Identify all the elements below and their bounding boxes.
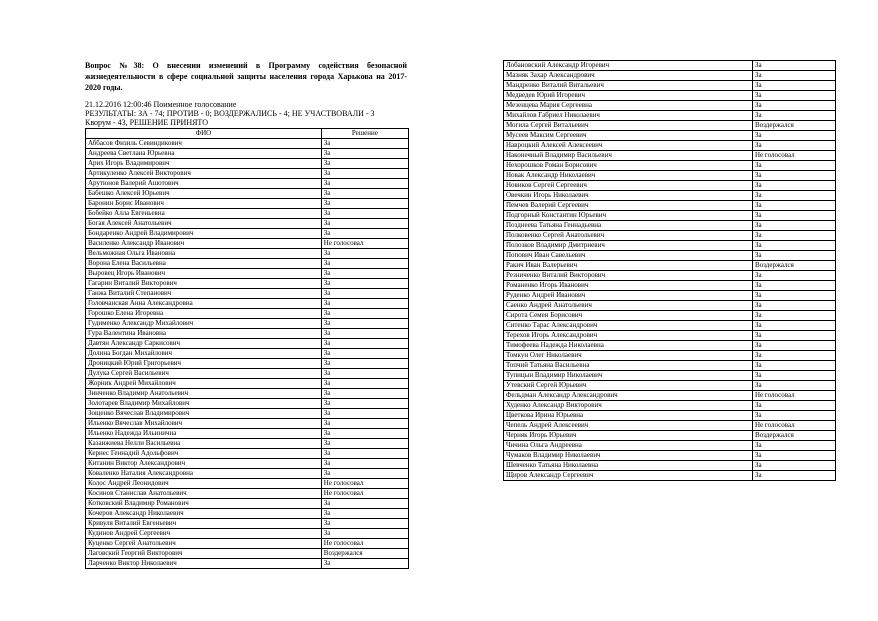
member-name-cell: Кочеров Александр Николаевич — [86, 509, 322, 519]
table-row — [504, 351, 836, 361]
table-row — [504, 231, 836, 241]
table-row — [504, 221, 836, 231]
table-row — [86, 159, 409, 169]
table-row — [504, 471, 836, 481]
decision-cell: За — [753, 361, 836, 371]
decision-cell: Воздержался — [753, 121, 836, 131]
table-row — [504, 211, 836, 221]
member-name-cell: Пемчев Валерий Сергеевич — [504, 201, 753, 211]
member-name-cell: Мазняк Захар Александрович — [504, 71, 753, 81]
table-row — [504, 291, 836, 301]
table-header-row — [86, 129, 409, 139]
member-name-cell: Романенко Игорь Иванович — [504, 281, 753, 291]
table-row — [86, 489, 409, 499]
member-name-cell: Ильенко Вячеслав Михайлович — [86, 419, 322, 429]
member-name-cell: Навроцкий Алексей Алексеевич — [504, 141, 753, 151]
decision-cell: За — [321, 189, 408, 199]
table-row — [504, 321, 836, 331]
decision-cell: За — [321, 339, 408, 349]
member-name-cell: Гагарин Виталий Викторович — [86, 279, 322, 289]
member-name-cell: Кривуля Виталий Евгеньевич — [86, 519, 322, 529]
decision-cell: За — [753, 461, 836, 471]
table-row — [504, 151, 836, 161]
member-name-cell: Головчанская Анна Александровна — [86, 299, 322, 309]
decision-cell: За — [321, 499, 408, 509]
table-row — [504, 121, 836, 131]
member-name-cell: Михайлов Габриел Николаевич — [504, 111, 753, 121]
decision-cell: За — [753, 171, 836, 181]
table-row — [86, 559, 409, 569]
decision-cell: За — [321, 559, 408, 569]
table-row — [504, 411, 836, 421]
table-row — [86, 239, 409, 249]
table-row — [86, 529, 409, 539]
decision-cell: За — [321, 249, 408, 259]
decision-cell: За — [321, 269, 408, 279]
member-name-cell: Жорник Андрей Михайлович — [86, 379, 322, 389]
decision-cell: За — [753, 271, 836, 281]
decision-cell: За — [321, 439, 408, 449]
decision-cell: За — [321, 389, 408, 399]
table-row — [86, 339, 409, 349]
member-name-cell: Медведев Юрий Игоревич — [504, 91, 753, 101]
table-row — [86, 199, 409, 209]
member-name-cell: Бондаренко Андрей Владимирович — [86, 229, 322, 239]
decision-cell: За — [321, 149, 408, 159]
decision-cell: Не голосовал — [321, 539, 408, 549]
decision-cell: За — [753, 451, 836, 461]
table-row — [504, 161, 836, 171]
decision-cell: За — [753, 231, 836, 241]
column-header-decision: Решение — [321, 129, 408, 139]
member-name-cell: Долина Богдан Михайлович — [86, 349, 322, 359]
decision-cell: За — [753, 81, 836, 91]
table-row — [504, 101, 836, 111]
member-name-cell: Казанжиева Нелли Васильевна — [86, 439, 322, 449]
question-title: Вопрос №38: О внесении изменений в Программу содействия безопасной жизнедеятельности в сфере социальной защиты населения города Харькова на 2017-2020 годы. — [85, 61, 407, 92]
decision-cell: За — [321, 349, 408, 359]
decision-cell: За — [321, 529, 408, 539]
decision-cell: Воздержался — [321, 549, 408, 559]
member-name-cell: Мезенцева Мария Сергеевна — [504, 101, 753, 111]
member-name-cell: Куценко Сергей Анатольевич — [86, 539, 322, 549]
table-row — [86, 179, 409, 189]
table-row — [86, 509, 409, 519]
table-row — [86, 419, 409, 429]
member-name-cell: Артикуленко Алексей Викторович — [86, 169, 322, 179]
table-row — [504, 381, 836, 391]
decision-cell: За — [321, 199, 408, 209]
table-row — [504, 71, 836, 81]
table-row — [504, 451, 836, 461]
table-row — [504, 361, 836, 371]
table-row — [86, 369, 409, 379]
member-name-cell: Топчий Татьяна Васильевна — [504, 361, 753, 371]
decision-cell: За — [321, 399, 408, 409]
table-row — [504, 81, 836, 91]
member-name-cell: Тупицын Владимир Николаевич — [504, 371, 753, 381]
vote-results: РЕЗУЛЬТАТЫ: ЗА - 74; ПРОТИВ - 0; ВОЗДЕРЖАЛИСЬ - 4; НЕ УЧАСТВОВАЛИ - 3 — [85, 109, 375, 118]
decision-cell: За — [753, 211, 836, 221]
decision-cell: За — [753, 381, 836, 391]
member-name-cell: Ганжа Виталий Степанович — [86, 289, 322, 299]
quorum-decision: Кворум - 43, РЕШЕНИЕ ПРИНЯТО — [85, 118, 208, 127]
table-row — [86, 519, 409, 529]
vote-table-left — [85, 128, 409, 569]
decision-cell: За — [753, 111, 836, 121]
member-name-cell: Терехов Игорь Александрович — [504, 331, 753, 341]
decision-cell: За — [753, 291, 836, 301]
table-row — [86, 409, 409, 419]
member-name-cell: Худенко Александр Викторович — [504, 401, 753, 411]
table-row — [504, 271, 836, 281]
table-row — [504, 311, 836, 321]
vote-datetime: 21.12.2016 12:00:46 Поименное голосование — [85, 100, 237, 109]
member-name-cell: Зощенко Вячеслав Владимирович — [86, 409, 322, 419]
member-name-cell: Томкун Олег Николаевич — [504, 351, 753, 361]
member-name-cell: Вельможная Ольга Ивановна — [86, 249, 322, 259]
member-name-cell: Выровец Игорь Иванович — [86, 269, 322, 279]
table-row — [504, 281, 836, 291]
table-row — [504, 341, 836, 351]
table-row — [86, 539, 409, 549]
member-name-cell: Мандренко Виталий Витальевич — [504, 81, 753, 91]
table-row — [86, 449, 409, 459]
decision-cell: За — [321, 459, 408, 469]
member-name-cell: Позднеева Татьяна Геннадьевна — [504, 221, 753, 231]
table-row — [504, 431, 836, 441]
table-row — [86, 139, 409, 149]
member-name-cell: Лаговский Георгий Викторович — [86, 549, 322, 559]
decision-cell: За — [753, 61, 836, 71]
member-name-cell: Ильенко Надежда Ильинична — [86, 429, 322, 439]
table-row — [86, 379, 409, 389]
member-name-cell: Ракич Иван Валерьевич — [504, 261, 753, 271]
decision-cell: За — [753, 181, 836, 191]
decision-cell: За — [321, 299, 408, 309]
table-row — [86, 469, 409, 479]
member-name-cell: Чичина Ольга Андреевна — [504, 441, 753, 451]
decision-cell: За — [753, 91, 836, 101]
table-row — [86, 149, 409, 159]
decision-cell: За — [753, 101, 836, 111]
table-row — [86, 309, 409, 319]
member-name-cell: Нехорошков Роман Борисович — [504, 161, 753, 171]
member-name-cell: Мусеев Максим Сергеевич — [504, 131, 753, 141]
table-row — [86, 229, 409, 239]
decision-cell: За — [321, 519, 408, 529]
member-name-cell: Тимофеева Надежда Николаевна — [504, 341, 753, 351]
table-row — [504, 191, 836, 201]
member-name-cell: Руденко Андрей Иванович — [504, 291, 753, 301]
table-row — [86, 329, 409, 339]
member-name-cell: Полозков Владимир Дмитриевич — [504, 241, 753, 251]
table-row — [504, 391, 836, 401]
member-name-cell: Андреева Светлана Юрьевна — [86, 149, 322, 159]
table-row — [86, 499, 409, 509]
member-name-cell: Бобейко Алла Евгеньевна — [86, 209, 322, 219]
decision-cell: За — [753, 71, 836, 81]
decision-cell: За — [321, 469, 408, 479]
decision-cell: За — [321, 159, 408, 169]
table-row — [86, 399, 409, 409]
table-row — [504, 401, 836, 411]
member-name-cell: Гудименко Александр Михайлович — [86, 319, 322, 329]
table-row — [504, 241, 836, 251]
decision-cell: За — [753, 241, 836, 251]
member-name-cell: Кернес Геннадий Адольфович — [86, 449, 322, 459]
member-name-cell: Золотарев Владимир Михайлович — [86, 399, 322, 409]
member-name-cell: Котковский Владимир Романович — [86, 499, 322, 509]
table-row — [504, 331, 836, 341]
decision-cell: За — [753, 351, 836, 361]
member-name-cell: Арутюнов Валерий Ашотович — [86, 179, 322, 189]
decision-cell: За — [321, 449, 408, 459]
decision-cell: За — [321, 259, 408, 269]
member-name-cell: Косинов Станислав Анатольевич — [86, 489, 322, 499]
decision-cell: За — [753, 161, 836, 171]
member-name-cell: Подгорный Константин Юрьевич — [504, 211, 753, 221]
decision-cell: За — [321, 179, 408, 189]
decision-cell: За — [753, 301, 836, 311]
decision-cell: За — [753, 321, 836, 331]
member-name-cell: Богая Алексей Анатольевич — [86, 219, 322, 229]
decision-cell: За — [753, 251, 836, 261]
member-name-cell: Гура Валентина Ивановна — [86, 329, 322, 339]
table-row — [86, 349, 409, 359]
decision-cell: За — [321, 329, 408, 339]
member-name-cell: Колос Андрей Леонидович — [86, 479, 322, 489]
decision-cell: Не голосовал — [321, 489, 408, 499]
decision-cell: За — [321, 209, 408, 219]
table-row — [504, 141, 836, 151]
decision-cell: Не голосовал — [753, 391, 836, 401]
member-name-cell: Новиков Сергей Сергеевич — [504, 181, 753, 191]
decision-cell: За — [753, 141, 836, 151]
table-row — [86, 299, 409, 309]
member-name-cell: Бабешко Алексей Юрьевич — [86, 189, 322, 199]
member-name-cell: Аббасов Физиль Севиндикович — [86, 139, 322, 149]
member-name-cell: Наконечный Владимир Васильевич — [504, 151, 753, 161]
member-name-cell: Шевченко Татьяна Николаевна — [504, 461, 753, 471]
decision-cell: За — [753, 191, 836, 201]
table-row — [86, 279, 409, 289]
decision-cell: За — [321, 229, 408, 239]
decision-cell: За — [321, 289, 408, 299]
member-name-cell: Коваленко Наталия Александровна — [86, 469, 322, 479]
decision-cell: Не голосовал — [321, 239, 408, 249]
member-name-cell: Кудинов Андрей Сергеевич — [86, 529, 322, 539]
decision-cell: За — [321, 509, 408, 519]
decision-cell: За — [321, 279, 408, 289]
table-row — [504, 61, 836, 71]
table-row — [504, 181, 836, 191]
member-name-cell: Утевский Сергей Юрьевич — [504, 381, 753, 391]
decision-cell: За — [321, 169, 408, 179]
table-row — [504, 131, 836, 141]
decision-cell: Воздержался — [753, 431, 836, 441]
member-name-cell: Черняк Игорь Юрьевич — [504, 431, 753, 441]
member-name-cell: Дулука Сергей Васильевич — [86, 369, 322, 379]
decision-cell: За — [753, 441, 836, 451]
table-row — [86, 289, 409, 299]
decision-cell: За — [753, 331, 836, 341]
decision-cell: За — [753, 281, 836, 291]
decision-cell: За — [321, 369, 408, 379]
member-name-cell: Резниченко Виталий Викторович — [504, 271, 753, 281]
table-row — [86, 219, 409, 229]
table-row — [86, 439, 409, 449]
column-header-name: ФИО — [86, 129, 322, 139]
member-name-cell: Новак Александр Николаевич — [504, 171, 753, 181]
table-row — [86, 209, 409, 219]
table-row — [86, 429, 409, 439]
decision-cell: За — [753, 371, 836, 381]
member-name-cell: Сирота Семен Борисович — [504, 311, 753, 321]
member-name-cell: Полковенко Сергей Анатольевич — [504, 231, 753, 241]
decision-cell: За — [321, 429, 408, 439]
decision-cell: Не голосовал — [321, 479, 408, 489]
member-name-cell: Чепель Андрей Алексеевич — [504, 421, 753, 431]
table-row — [86, 249, 409, 259]
table-row — [86, 259, 409, 269]
decision-cell: За — [753, 201, 836, 211]
table-row — [504, 111, 836, 121]
table-row — [504, 421, 836, 431]
member-name-cell: Щиров Александр Сергеевич — [504, 471, 753, 481]
member-name-cell: Арих Игорь Владимирович — [86, 159, 322, 169]
decision-cell: За — [321, 219, 408, 229]
table-row — [86, 549, 409, 559]
decision-cell: За — [753, 471, 836, 481]
table-row — [504, 91, 836, 101]
member-name-cell: Давтян Александр Саркисович — [86, 339, 322, 349]
member-name-cell: Фельдман Александр Александрович — [504, 391, 753, 401]
member-name-cell: Могила Сергей Витальевич — [504, 121, 753, 131]
member-name-cell: Чумаков Владимир Николаевич — [504, 451, 753, 461]
member-name-cell: Лобановский Александр Игоревич — [504, 61, 753, 71]
decision-cell: За — [753, 221, 836, 231]
member-name-cell: Дроницкий Юрий Григорьевич — [86, 359, 322, 369]
member-name-cell: Ворона Елена Васильевна — [86, 259, 322, 269]
member-name-cell: Китанин Виктор Александрович — [86, 459, 322, 469]
member-name-cell: Овечкин Игорь Николаевич — [504, 191, 753, 201]
decision-cell: За — [321, 319, 408, 329]
table-row — [86, 359, 409, 369]
decision-cell: За — [321, 139, 408, 149]
table-row — [504, 201, 836, 211]
decision-cell: За — [321, 359, 408, 369]
decision-cell: Не голосовал — [753, 421, 836, 431]
decision-cell: За — [753, 341, 836, 351]
table-row — [86, 389, 409, 399]
decision-cell: Воздержался — [753, 261, 836, 271]
member-name-cell: Горошко Елена Игоревна — [86, 309, 322, 319]
decision-cell: За — [321, 409, 408, 419]
member-name-cell: Ларченко Виктор Николаевич — [86, 559, 322, 569]
decision-cell: За — [321, 419, 408, 429]
decision-cell: За — [753, 401, 836, 411]
member-name-cell: Баронин Борис Иванович — [86, 199, 322, 209]
member-name-cell: Саенко Андрей Анатольевич — [504, 301, 753, 311]
table-row — [504, 251, 836, 261]
table-row — [504, 171, 836, 181]
table-row — [504, 461, 836, 471]
table-row — [86, 479, 409, 489]
decision-cell: За — [321, 309, 408, 319]
decision-cell: За — [753, 411, 836, 421]
table-row — [504, 301, 836, 311]
member-name-cell: Ситенко Тарас Александрович — [504, 321, 753, 331]
member-name-cell: Цветкова Ирина Юрьевна — [504, 411, 753, 421]
table-row — [504, 441, 836, 451]
decision-cell: За — [321, 379, 408, 389]
table-row — [86, 269, 409, 279]
vote-table-right — [503, 60, 836, 481]
decision-cell: За — [753, 131, 836, 141]
table-row — [86, 169, 409, 179]
table-row — [86, 319, 409, 329]
decision-cell: За — [753, 311, 836, 321]
member-name-cell: Василенко Александр Иванович — [86, 239, 322, 249]
member-name-cell: Зинченко Владимир Анатольевич — [86, 389, 322, 399]
table-row — [86, 459, 409, 469]
table-row — [504, 261, 836, 271]
decision-cell: Не голосовал — [753, 151, 836, 161]
member-name-cell: Попович Иван Савельевич — [504, 251, 753, 261]
table-row — [504, 371, 836, 381]
table-row — [86, 189, 409, 199]
